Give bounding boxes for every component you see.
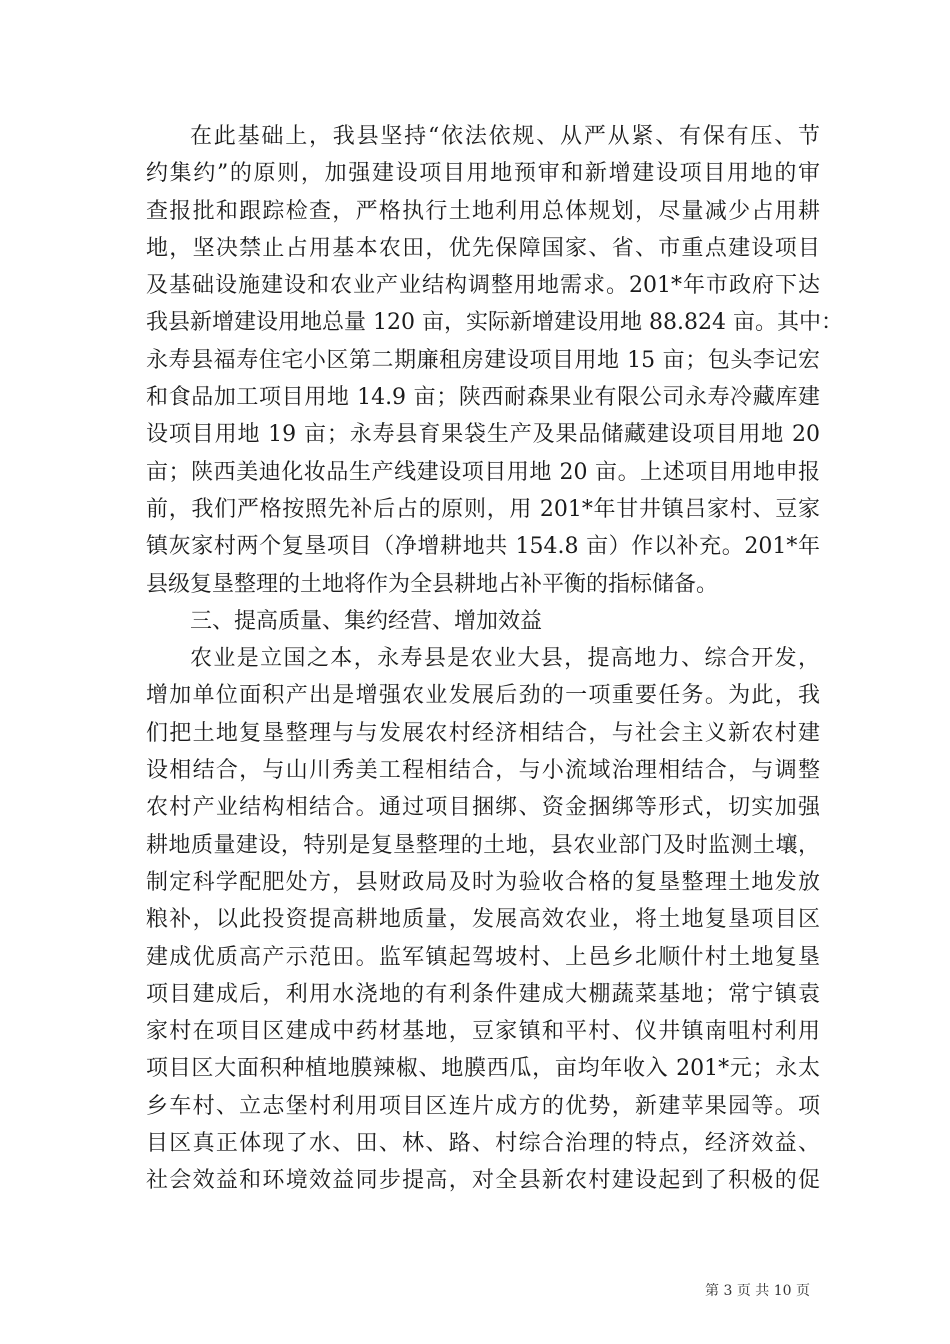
text-line: 县级复垦整理的土地将作为全县耕地占补平衡的指标储备。	[146, 571, 719, 597]
text-line: 农业是立国之本，永寿县是农业大县，提高地力、综合开发，	[190, 646, 820, 672]
text-line: 目区真正体现了水、田、林、路、村综合治理的特点，经济效益、	[146, 1131, 820, 1157]
text-line: 和食品加工项目用地 14.9 亩；陕西耐森果业有限公司永寿冷藏库建	[146, 385, 820, 411]
text-line: 亩；陕西美迪化妆品生产线建设项目用地 20 亩。上述项目用地申报	[146, 459, 820, 485]
text-line: 农村产业结构相结合。通过项目捆绑、资金捆绑等形式，切实加强	[146, 795, 820, 821]
text-line: 项目区大面积种植地膜辣椒、地膜西瓜，亩均年收入 201*元；永太	[146, 1056, 820, 1082]
text-line: 我县新增建设用地总量 120 亩，实际新增建设用地 88.824 亩。其中：	[146, 310, 843, 336]
text-line: 设项目用地 19 亩；永寿县育果袋生产及果品储藏建设项目用地 20	[146, 422, 820, 448]
text-line: 查报批和跟踪检查，严格执行土地利用总体规划，尽量减少占用耕	[146, 198, 820, 224]
text-line: 项目建成后，利用水浇地的有利条件建成大棚蔬菜基地；常宁镇袁	[146, 981, 820, 1007]
text-line: 在此基础上，我县坚持“依法依规、从严从紧、有保有压、节	[190, 124, 820, 149]
text-line: 设相结合，与山川秀美工程相结合，与小流域治理相结合，与调整	[146, 758, 820, 784]
text-line: 永寿县福寿住宅小区第二期廉租房建设项目用地 15 亩；包头李记宏	[146, 347, 820, 373]
text-line: 社会效益和环境效益同步提高，对全县新农村建设起到了积极的促	[146, 1168, 820, 1194]
page-number: 第 3 页 共 10 页	[705, 1283, 810, 1299]
text-line: 地，坚决禁止占用基本农田，优先保障国家、省、市重点建设项目	[146, 235, 820, 261]
text-line: 镇灰家村两个复垦项目（净增耕地共 154.8 亩）作以补充。201*年	[146, 534, 820, 560]
text-line: 耕地质量建设，特别是复垦整理的土地，县农业部门及时监测土壤，	[146, 832, 820, 858]
text-line: 及基础设施建设和农业产业结构调整用地需求。201*年市政府下达	[146, 273, 820, 299]
text-line: 前，我们严格按照先补后占的原则，用 201*年甘井镇吕家村、豆家	[146, 496, 820, 522]
text-line: 三、提高质量、集约经营、增加效益	[190, 608, 543, 634]
document-body	[146, 118, 843, 1200]
text-line: 粮补，以此投资提高耕地质量，发展高效农业，将土地复垦项目区	[146, 907, 820, 933]
text-line: 乡车村、立志堡村利用项目区连片成方的优势，新建苹果园等。项	[146, 1093, 820, 1119]
text-line: 家村在项目区建成中药材基地，豆家镇和平村、仪井镇南咀村利用	[146, 1019, 820, 1045]
text-line: 约集约”的原则，加强建设项目用地预审和新增建设项目用地的审	[146, 161, 820, 187]
text-line: 增加单位面积产出是增强农业发展后劲的一项重要任务。为此，我	[146, 683, 820, 709]
text-line: 建成优质高产示范田。监军镇起驾坡村、上邑乡北顺什村土地复垦	[146, 944, 820, 970]
text-line: 们把土地复垦整理与与发展农村经济相结合，与社会主义新农村建	[146, 720, 820, 746]
text-line: 制定科学配肥处方，县财政局及时为验收合格的复垦整理土地发放	[146, 869, 820, 895]
